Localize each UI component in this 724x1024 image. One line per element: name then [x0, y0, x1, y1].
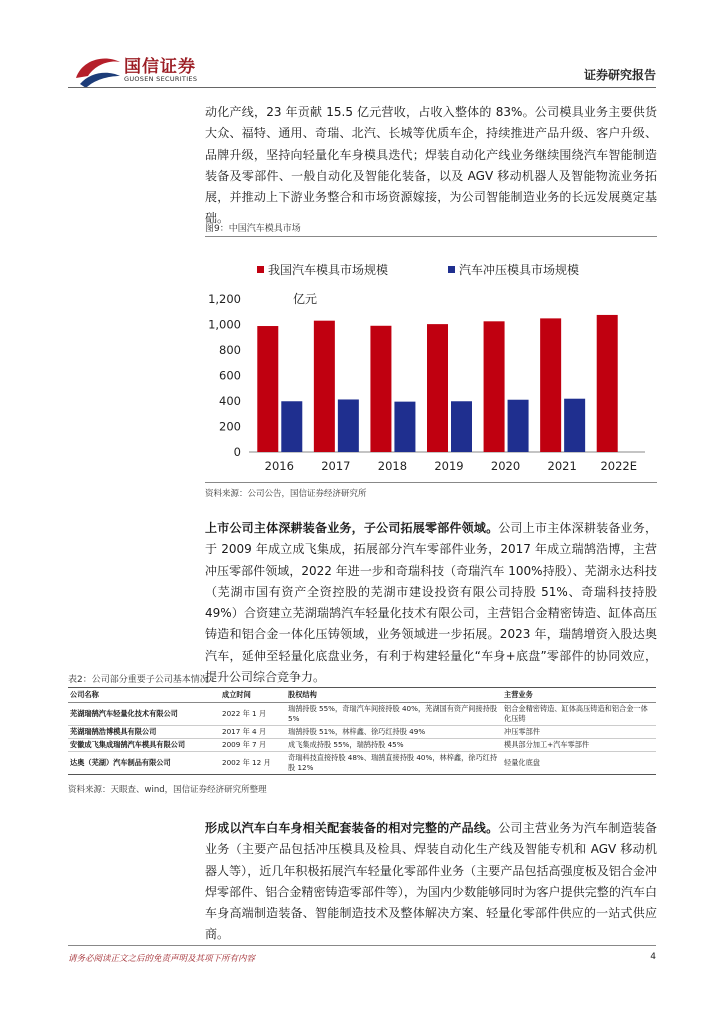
table-cell: 成飞集成持股 55%，瑞鹄持股 45% [286, 739, 502, 752]
table-header-cell: 成立时间 [220, 688, 286, 703]
table-cell: 达奥（芜湖）汽车制品有限公司 [68, 752, 220, 775]
legend-label: 汽车冲压模具市场规模 [459, 263, 580, 277]
paragraph-3-text: 公司主营业务为汽车制造装备业务（主要产品包括冲压模具及检具、焊装自动化生产线及智能专机和 AGV 移动机器人等），近几年积极拓展汽车轻量化零部件业务（主要产品包括高强度板及铝合金冲焊零部件、铝合金精密铸造零部件等），为国内少数能够同时为客户提供完整的汽车白车身高端制造装备、智能制造技术及整体解决方案、轻量化零部件供应的一站式供应商。 [205, 821, 657, 942]
x-tick-label: 2019 [434, 459, 464, 473]
bar-auto-mold [484, 321, 505, 452]
paragraph-3-heading: 形成以汽车白车身相关配套装备的相对完整的产品线。 [205, 821, 499, 835]
legend-swatch [448, 266, 455, 273]
paragraph-2-text: 公司上市主体深耕装备业务，于 2009 年成立成飞集成，拓展部分汽车零部件业务，2017 年成立瑞鹄浩博，主营冲压零部件领域，2022 年进一步和奇瑞科技（奇瑞汽车 100%持股）、芜湖永达科技（芜湖市国有资产全资控股的芜湖市建设投资有限公司持股 51%、奇瑞科技持股 49%）合资建立芜湖瑞鹄汽车轻量化技术有限公司，主营铝合金精密铸造、缸体高压铸造和铝合金一体化压铸领域，业务领域进一步拓展。2023 年，瑞鹄增资入股达奥汽车，延伸至轻量化底盘业务，有利于构建轻量化“车身+底盘”零部件的协同效应，提升公司综合竞争力。 [205, 521, 657, 685]
x-tick-label: 2021 [547, 459, 577, 473]
bar-stamping-mold [451, 401, 472, 452]
bar-stamping-mold [564, 399, 585, 452]
brand-name: 国信证券 [124, 57, 196, 77]
x-tick-label: 2018 [377, 459, 408, 473]
market-bar-chart [205, 240, 657, 480]
x-tick-label: 2022E [600, 459, 637, 473]
bar-stamping-mold [394, 402, 415, 452]
bar-stamping-mold [281, 401, 302, 452]
legend-label: 我国汽车模具市场规模 [268, 263, 389, 277]
table-header-cell: 主营业务 [502, 688, 656, 703]
paragraph-2-heading: 上市公司主体深耕装备业务，子公司拓展零部件领域。 [205, 521, 499, 535]
bar-auto-mold [540, 318, 561, 452]
table-cell: 芜湖瑞鹄汽车轻量化技术有限公司 [68, 703, 220, 726]
table-source: 资料来源：天眼查、wind，国信证券经济研究所整理 [68, 785, 267, 795]
x-tick-label: 2017 [321, 459, 351, 473]
table-cell: 2022 年 1 月 [220, 703, 286, 726]
x-tick-label: 2020 [490, 459, 521, 473]
bar-stamping-mold [338, 399, 359, 452]
subsidiary-table [68, 687, 656, 775]
table-header-cell: 公司名称 [68, 688, 220, 703]
y-tick-label: 1,200 [208, 292, 241, 306]
report-type: 证券研究报告 [583, 68, 656, 82]
legend-swatch [257, 266, 264, 273]
figure-source: 资料来源：公司公告，国信证券经济研究所 [205, 489, 367, 499]
table-title: 表2：公司部分重要子公司基本情况 [68, 675, 209, 685]
bar-auto-mold [257, 326, 278, 452]
x-tick-label: 2016 [264, 459, 294, 473]
bar-auto-mold [370, 326, 391, 452]
disclaimer: 请务必阅读正文之后的免责声明及其项下所有内容 [68, 954, 256, 964]
footer-divider [68, 945, 656, 946]
y-tick-label: 400 [219, 394, 241, 408]
table-row [68, 739, 656, 752]
table-row [68, 703, 656, 726]
figure-divider [205, 236, 657, 237]
y-tick-label: 1,000 [208, 317, 241, 332]
table-cell: 安徽成飞集成瑞鹄汽车模具有限公司 [68, 739, 220, 752]
table-cell: 2009 年 7 月 [220, 739, 286, 752]
figure-title: 图9：中国汽车模具市场 [205, 224, 301, 234]
figure-source-divider [205, 482, 657, 483]
table-cell: 瑞鹄持股 55%，奇瑞汽车间接持股 40%，芜湖国有资产间接持股 5% [286, 703, 502, 726]
table-header-cell: 股权结构 [286, 688, 502, 703]
y-tick-label: 800 [219, 343, 241, 357]
bar-auto-mold [597, 315, 618, 452]
page-number: 4 [650, 952, 656, 962]
table-cell: 芜湖瑞鹄浩博模具有限公司 [68, 726, 220, 739]
bar-auto-mold [427, 324, 448, 452]
table-cell: 瑞鹄持股 51%，林梓鑫、徐巧红持股 49% [286, 726, 502, 739]
table-cell: 奇瑞科技直接持股 48%、瑞鹄直接持股 40%，林梓鑫，徐巧红持股 12% [286, 752, 502, 775]
table-row [68, 752, 656, 775]
table-cell: 冲压零部件 [502, 726, 656, 739]
table-header-row [68, 688, 656, 703]
table-cell: 2002 年 12 月 [220, 752, 286, 775]
body-paragraph-3 [205, 818, 657, 946]
body-paragraph-1: 动化产线，23 年贡献 15.5 亿元营收，占收入整体的 83%。公司模具业务主要供货大众、福特、通用、奇瑞、北汽、长城等优质车企，持续推进产品升级、客户升级、品牌升级，坚持向轻量化车身模具迭代；焊装自动化产线业务继续围绕汽车智能制造装备及零部件、一般自动化及智能化装备，以及 AGV 移动机器人及智能物流业务拓展，并推动上下游业务整合和市场资源嫁接，为公司智能制造业务的长远发展奠定基础。 [205, 105, 657, 226]
table-cell: 轻量化底盘 [502, 752, 656, 775]
table-cell: 铝合金精密铸造、缸体高压铸造和铝合金一体化压铸 [502, 703, 656, 726]
bar-stamping-mold [508, 400, 529, 452]
y-tick-label: 600 [219, 368, 241, 383]
bar-auto-mold [314, 321, 335, 452]
brand-name-en: GUOSEN SECURITIES [124, 75, 198, 83]
y-tick-label: 0 [233, 445, 241, 459]
y-unit-label: 亿元 [293, 292, 318, 306]
y-tick-label: 200 [219, 419, 241, 434]
table-row [68, 726, 656, 739]
table-cell: 2017 年 4 月 [220, 726, 286, 739]
header-divider [68, 87, 656, 88]
table-cell: 模具部分加工+汽车零部件 [502, 739, 656, 752]
body-paragraph-2 [205, 518, 657, 688]
